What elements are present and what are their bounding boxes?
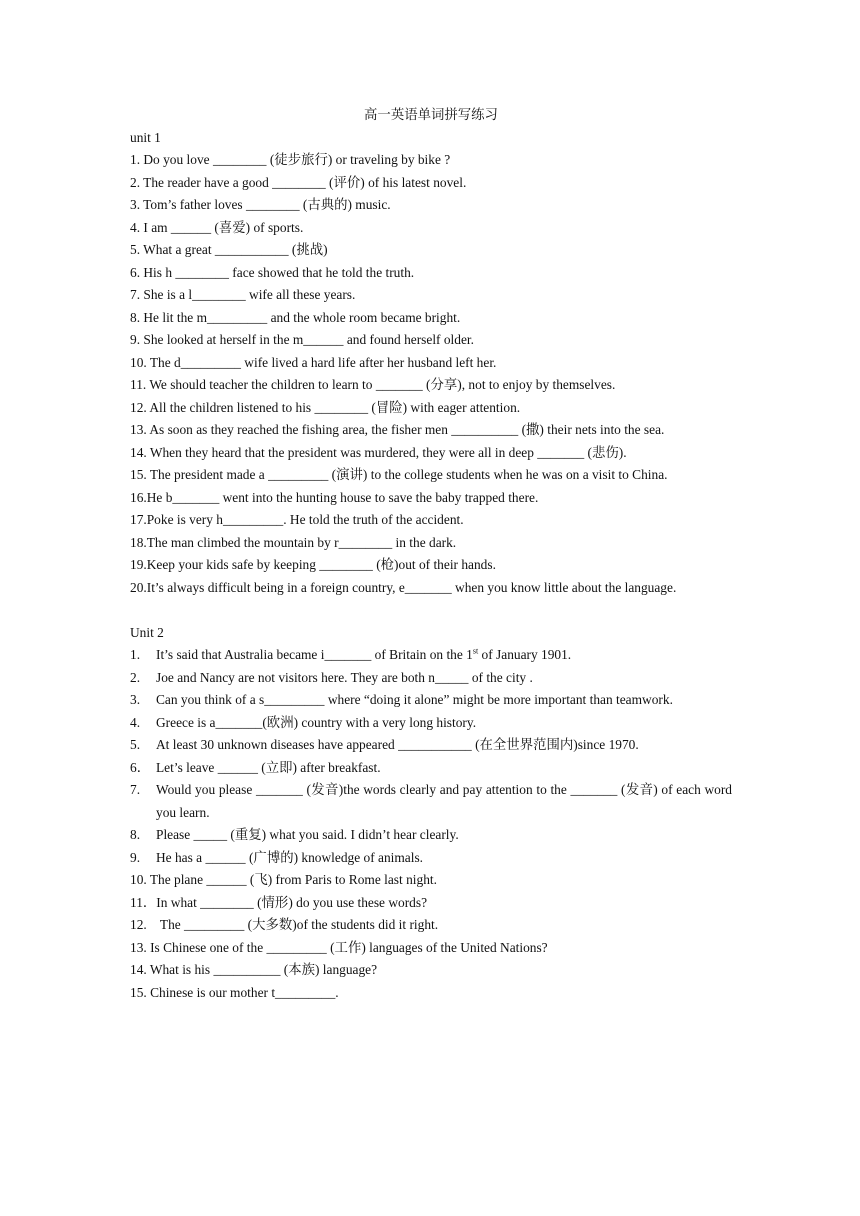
unit2-question-4 — [130, 712, 732, 735]
question-number: 8. — [130, 827, 141, 842]
question-text: He has a ______ (广博的) knowledge of animals. — [156, 849, 424, 865]
unit1-question-12: 12. All the children listened to his ________ (冒险) with eager attention. — [130, 399, 521, 415]
question-number: 1. — [130, 647, 141, 662]
question-text: Would you please _______ (发音)the words clearly and pay attention to the _______ (发音) of each word you learn. — [156, 782, 732, 820]
ordinal-suffix: st — [472, 646, 479, 656]
unit1-question-17: 17.Poke is very h_________. He told the truth of the accident. — [130, 512, 464, 527]
question-text: Let’s leave ______ (立即) after breakfast. — [156, 759, 381, 775]
question-text — [156, 644, 732, 667]
question-number: 3. — [130, 692, 141, 707]
question-text: Please _____ (重复) what you said. I didn’t hear clearly. — [156, 827, 459, 842]
unit2-question-9 — [130, 847, 732, 870]
unit1-question-20: 20.It’s always difficult being in a foreign country, e_______ when you know little about the language. — [130, 579, 677, 595]
page-title: 高一英语单词拼写练习 — [364, 107, 498, 122]
unit1-question-19: 19.Keep your kids safe by keeping ________ (枪)out of their hands. — [130, 557, 496, 572]
unit1-question-18: 18.The man climbed the mountain by r________ in the dark. — [130, 534, 457, 550]
unit2-question-6 — [130, 757, 732, 780]
question-number: 9. — [130, 849, 141, 865]
unit2-question-2 — [130, 667, 732, 690]
unit2-question-10: 10. The plane ______ (飞) from Paris to Rome last night. — [130, 872, 437, 887]
worksheet-page — [130, 104, 732, 1004]
question-text: Can you think of a s_________ where “doing it alone” might be more important than teamwork. — [156, 692, 673, 707]
unit2-question-12: 12. The _________ (大多数)of the students did it right. — [130, 917, 439, 932]
question-number: 5. — [130, 737, 141, 752]
question-text: Greece is a_______(欧洲) country with a very long history. — [156, 714, 477, 730]
unit1-question-13: 13. As soon as they reached the fishing area, the fisher men __________ (撒) their nets into the sea. — [130, 422, 665, 437]
unit2-question-15: 15. Chinese is our mother t_________. — [130, 984, 339, 1000]
unit1-question-10: 10. The d_________ wife lived a hard life after her husband left her. — [130, 354, 497, 370]
unit1-question-6: 6. His h ________ face showed that he told the truth. — [130, 264, 415, 280]
unit1-heading: unit 1 — [130, 129, 161, 145]
unit1-question-8: 8. He lit the m_________ and the whole room became bright. — [130, 309, 461, 325]
unit1-question-16: 16.He b_______ went into the hunting house to save the baby trapped there. — [130, 489, 539, 505]
unit2-question-13: 13. Is Chinese one of the _________ (工作) languages of the United Nations? — [130, 939, 548, 955]
unit1-question-11: 11. We should teacher the children to learn to _______ (分享), not to enjoy by themselves. — [130, 377, 616, 392]
unit2-question-8 — [130, 824, 732, 847]
unit1-question-5: 5. What a great ___________ (挑战) — [130, 242, 328, 257]
unit1-question-1: 1. Do you love ________ (徒步旅行) or traveling by bike ? — [130, 152, 451, 167]
question-number: 4. — [130, 714, 141, 730]
question-text: At least 30 unknown diseases have appeared ___________ (在全世界范围内)since 1970. — [156, 737, 639, 752]
unit2-question-3 — [130, 689, 732, 712]
unit1-question-2: 2. The reader have a good ________ (评价) of his latest novel. — [130, 174, 467, 190]
unit1-question-7: 7. She is a l________ wife all these years. — [130, 287, 356, 302]
unit2-question-14: 14. What is his __________ (本族) language? — [130, 962, 378, 977]
unit2-question-1 — [130, 644, 732, 667]
question-number: 7. — [130, 782, 141, 797]
unit1-question-3: 3. Tom’s father loves ________ (古典的) music. — [130, 197, 391, 212]
question-text-part: of January 1901. — [478, 647, 572, 662]
unit1-question-4: 4. I am ______ (喜爱) of sports. — [130, 219, 304, 235]
unit1-question-9: 9. She looked at herself in the m______ and found herself older. — [130, 332, 474, 347]
question-text-part: It’s said that Australia became i_______ of Britain on the 1 — [156, 647, 473, 662]
unit1-question-15: 15. The president made a _________ (演讲) to the college students when he was on a visit to China. — [130, 467, 668, 482]
question-number: 6． — [130, 759, 151, 775]
unit2-question-5 — [130, 734, 732, 757]
question-number: 2. — [130, 669, 141, 685]
question-text: Joe and Nancy are not visitors here. They are both n_____ of the city . — [156, 669, 533, 685]
unit2-question-7 — [130, 779, 732, 824]
unit2-heading: Unit 2 — [130, 624, 164, 640]
section-spacer — [130, 599, 732, 622]
unit2-question-11: 11．In what ________ (情形) do you use these words? — [130, 894, 428, 910]
unit1-question-14: 14. When they heard that the president was murdered, they were all in deep _______ (悲伤). — [130, 444, 627, 460]
